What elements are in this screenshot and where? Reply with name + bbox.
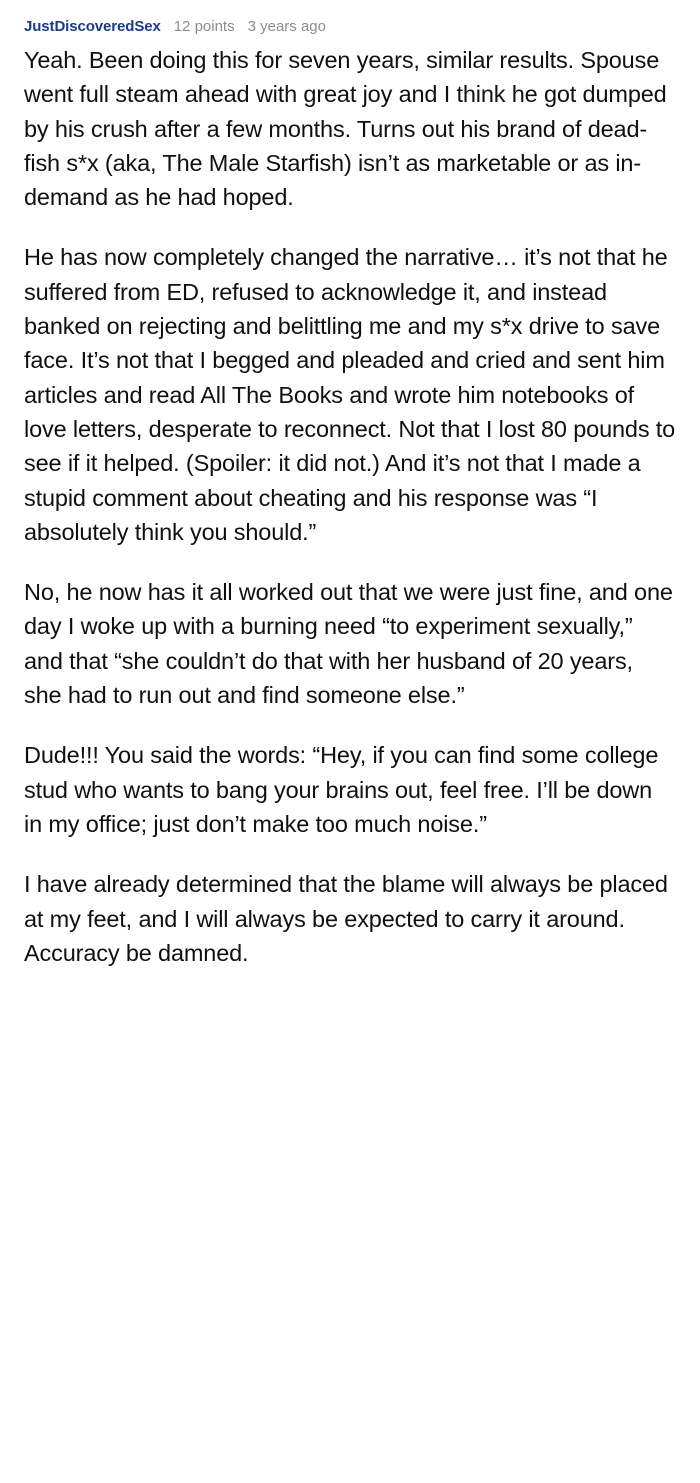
comment-paragraph: He has now completely changed the narrative… it’s not that he suffered from ED, refused to acknowledge it, and instead banked on rejecting and belittling me and my s*x drive to save face. It’s not that I begged and pleaded and cried and sent him articles and read All The Books and wrote him notebooks of love letters, desperate to reconnect. Not that I lost 80 pounds to see if it helped. (Spoiler: it did not.) And it’s not that I made a stupid comment about cheating and his response was “I absolutely think you should.” xyxy=(24,244,676,545)
comment-paragraph: No, he now has it all worked out that we were just fine, and one day I woke up with a burning need “to experiment sexually,” and that “she couldn’t do that with her husband of 20 years, she had to run out and find someone else.” xyxy=(24,579,673,709)
comment-paragraph: I have already determined that the blame will always be placed at my feet, and I will always be expected to carry it around. Accuracy be damned. xyxy=(24,871,668,966)
comment-header xyxy=(24,18,676,35)
comment-paragraph: Yeah. Been doing this for seven years, similar results. Spouse went full steam ahead with great joy and I think he got dumped by his crush after a few months. Turns out his brand of dead-fish s*x (aka, The Male Starfish) isn’t as marketable or as in-demand as he had hoped. xyxy=(24,47,667,211)
comment-body xyxy=(24,43,676,970)
comment-paragraph: Dude!!! You said the words: “Hey, if you can find some college stud who wants to bang your brains out, feel free. I’ll be down in my office; just don’t make too much noise.” xyxy=(24,742,659,837)
comment-points: 12 points xyxy=(173,18,235,35)
comment-author[interactable]: JustDiscoveredSex xyxy=(24,18,161,35)
comment-timestamp: 3 years ago xyxy=(247,18,326,35)
